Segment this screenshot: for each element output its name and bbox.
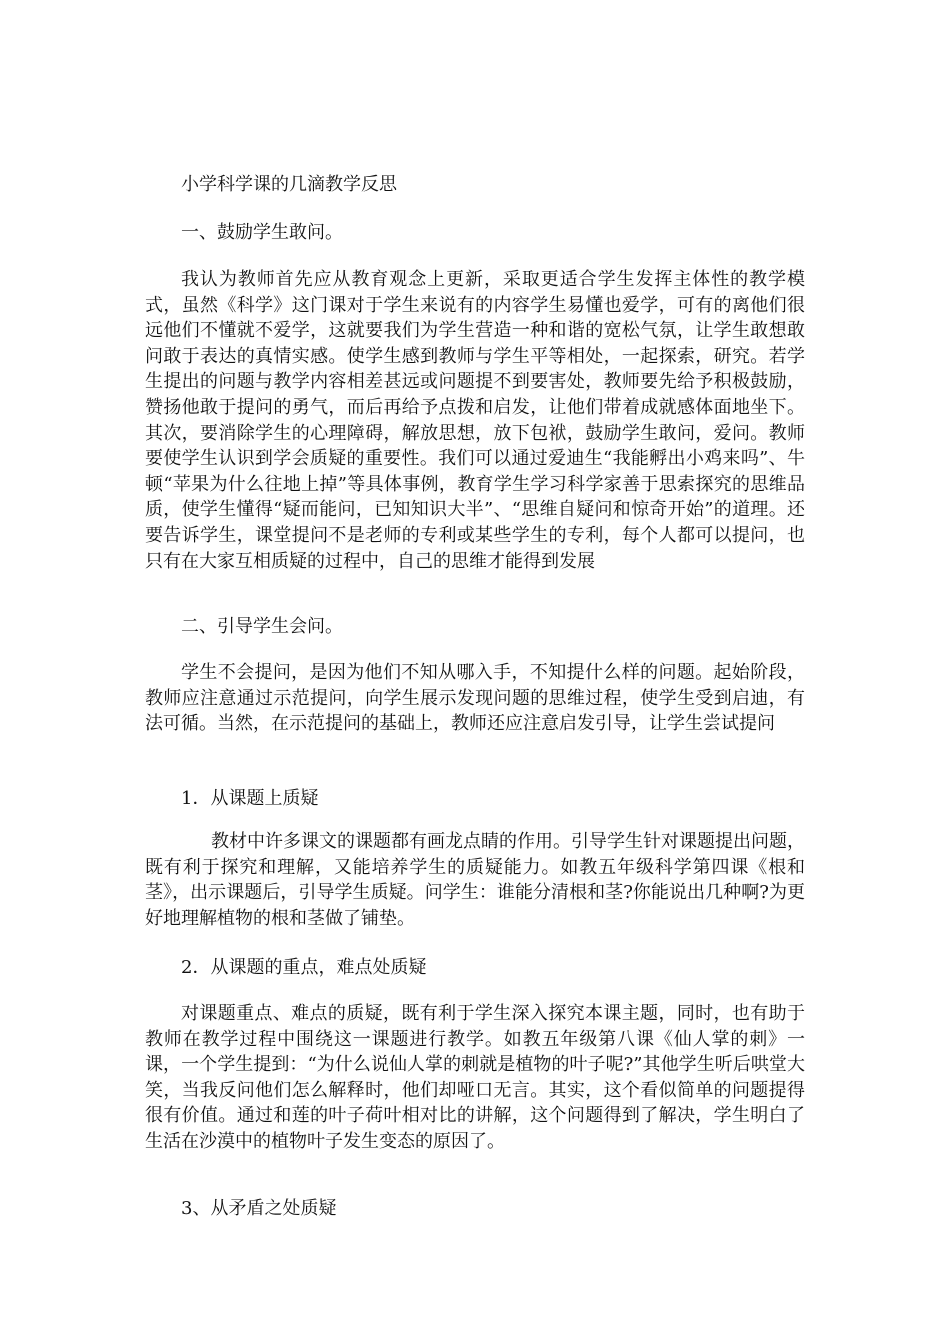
section-2-heading: 二、引导学生会问。 [181,616,343,637]
subsection-3-heading: 3、从矛盾之处质疑 [181,1198,337,1219]
section-2-paragraph: 学生不会提问，是因为他们不知从哪入手，不知提什么样的问题。起始阶段，教师应注意通过示范提问，向学生展示发现问题的思维过程，使学生受到启迪，有法可循。当然，在示范提问的基础上，教师还应注意启发引导，让学生尝试提问 [145,662,805,735]
subsection-1-heading: 1．从课题上质疑 [181,788,319,809]
subsection-1-paragraph: 教材中许多课文的课题都有画龙点睛的作用。引导学生针对课题提出问题，既有利于探究和理解，又能培养学生的质疑能力。如教五年级科学第四课《根和茎》，出示课题后，引导学生质疑。问学生：谁能分清根和茎?你能说出几种啊?为更好地理解植物的根和茎做了铺垫。 [145,831,805,929]
subsection-2-heading: 2．从课题的重点，难点处质疑 [181,957,427,978]
section-1-heading: 一、鼓励学生敢问。 [181,222,343,243]
subsection-2-paragraph: 对课题重点、难点的质疑，既有利于学生深入探究本课主题，同时，也有助于教师在教学过程中围绕这一课题进行教学。如教五年级第八课《仙人掌的刺》一课，一个学生提到：“为什么说仙人掌的刺就是植物的叶子呢?”其他学生听后哄堂大笑，当我反问他们怎么解释时，他们却哑口无言。其实，这个看似简单的问题提得很有价值。通过和莲的叶子荷叶相对比的讲解，这个问题得到了解决，学生明白了生活在沙漠中的植物叶子发生变态的原因了。 [145,1003,805,1152]
document-title: 小学科学课的几滴教学反思 [181,174,397,195]
section-1-paragraph: 我认为教师首先应从教育观念上更新，采取更适合学生发挥主体性的教学模式，虽然《科学》这门课对于学生来说有的内容学生易懂也爱学，可有的离他们很远他们不懂就不爱学，这就要我们为学生营造一种和谐的宽松气氛，让学生敢想敢问敢于表达的真情实感。使学生感到教师与学生平等相处，一起探索，研究。若学生提出的问题与教学内容相差甚远或问题提不到要害处，教师要先给予积极鼓励，赞扬他敢于提问的勇气，而后再给予点拨和启发，让他们带着成就感体面地坐下。其次，要消除学生的心理障碍，解放思想，放下包袱，鼓励学生敢问，爱问。教师要使学生认识到学会质疑的重要性。我们可以通过爱迪生“我能孵出小鸡来吗”、牛顿“苹果为什么往地上掉”等具体事例，教育学生学习科学家善于思索探究的思维品质，使学生懂得“疑而能问，已知知识大半”、“思维自疑问和惊奇开始”的道理。还要告诉学生，课堂提问不是老师的专利或某些学生的专利，每个人都可以提问，也只有在大家互相质疑的过程中，自己的思维才能得到发展 [145,269,805,572]
